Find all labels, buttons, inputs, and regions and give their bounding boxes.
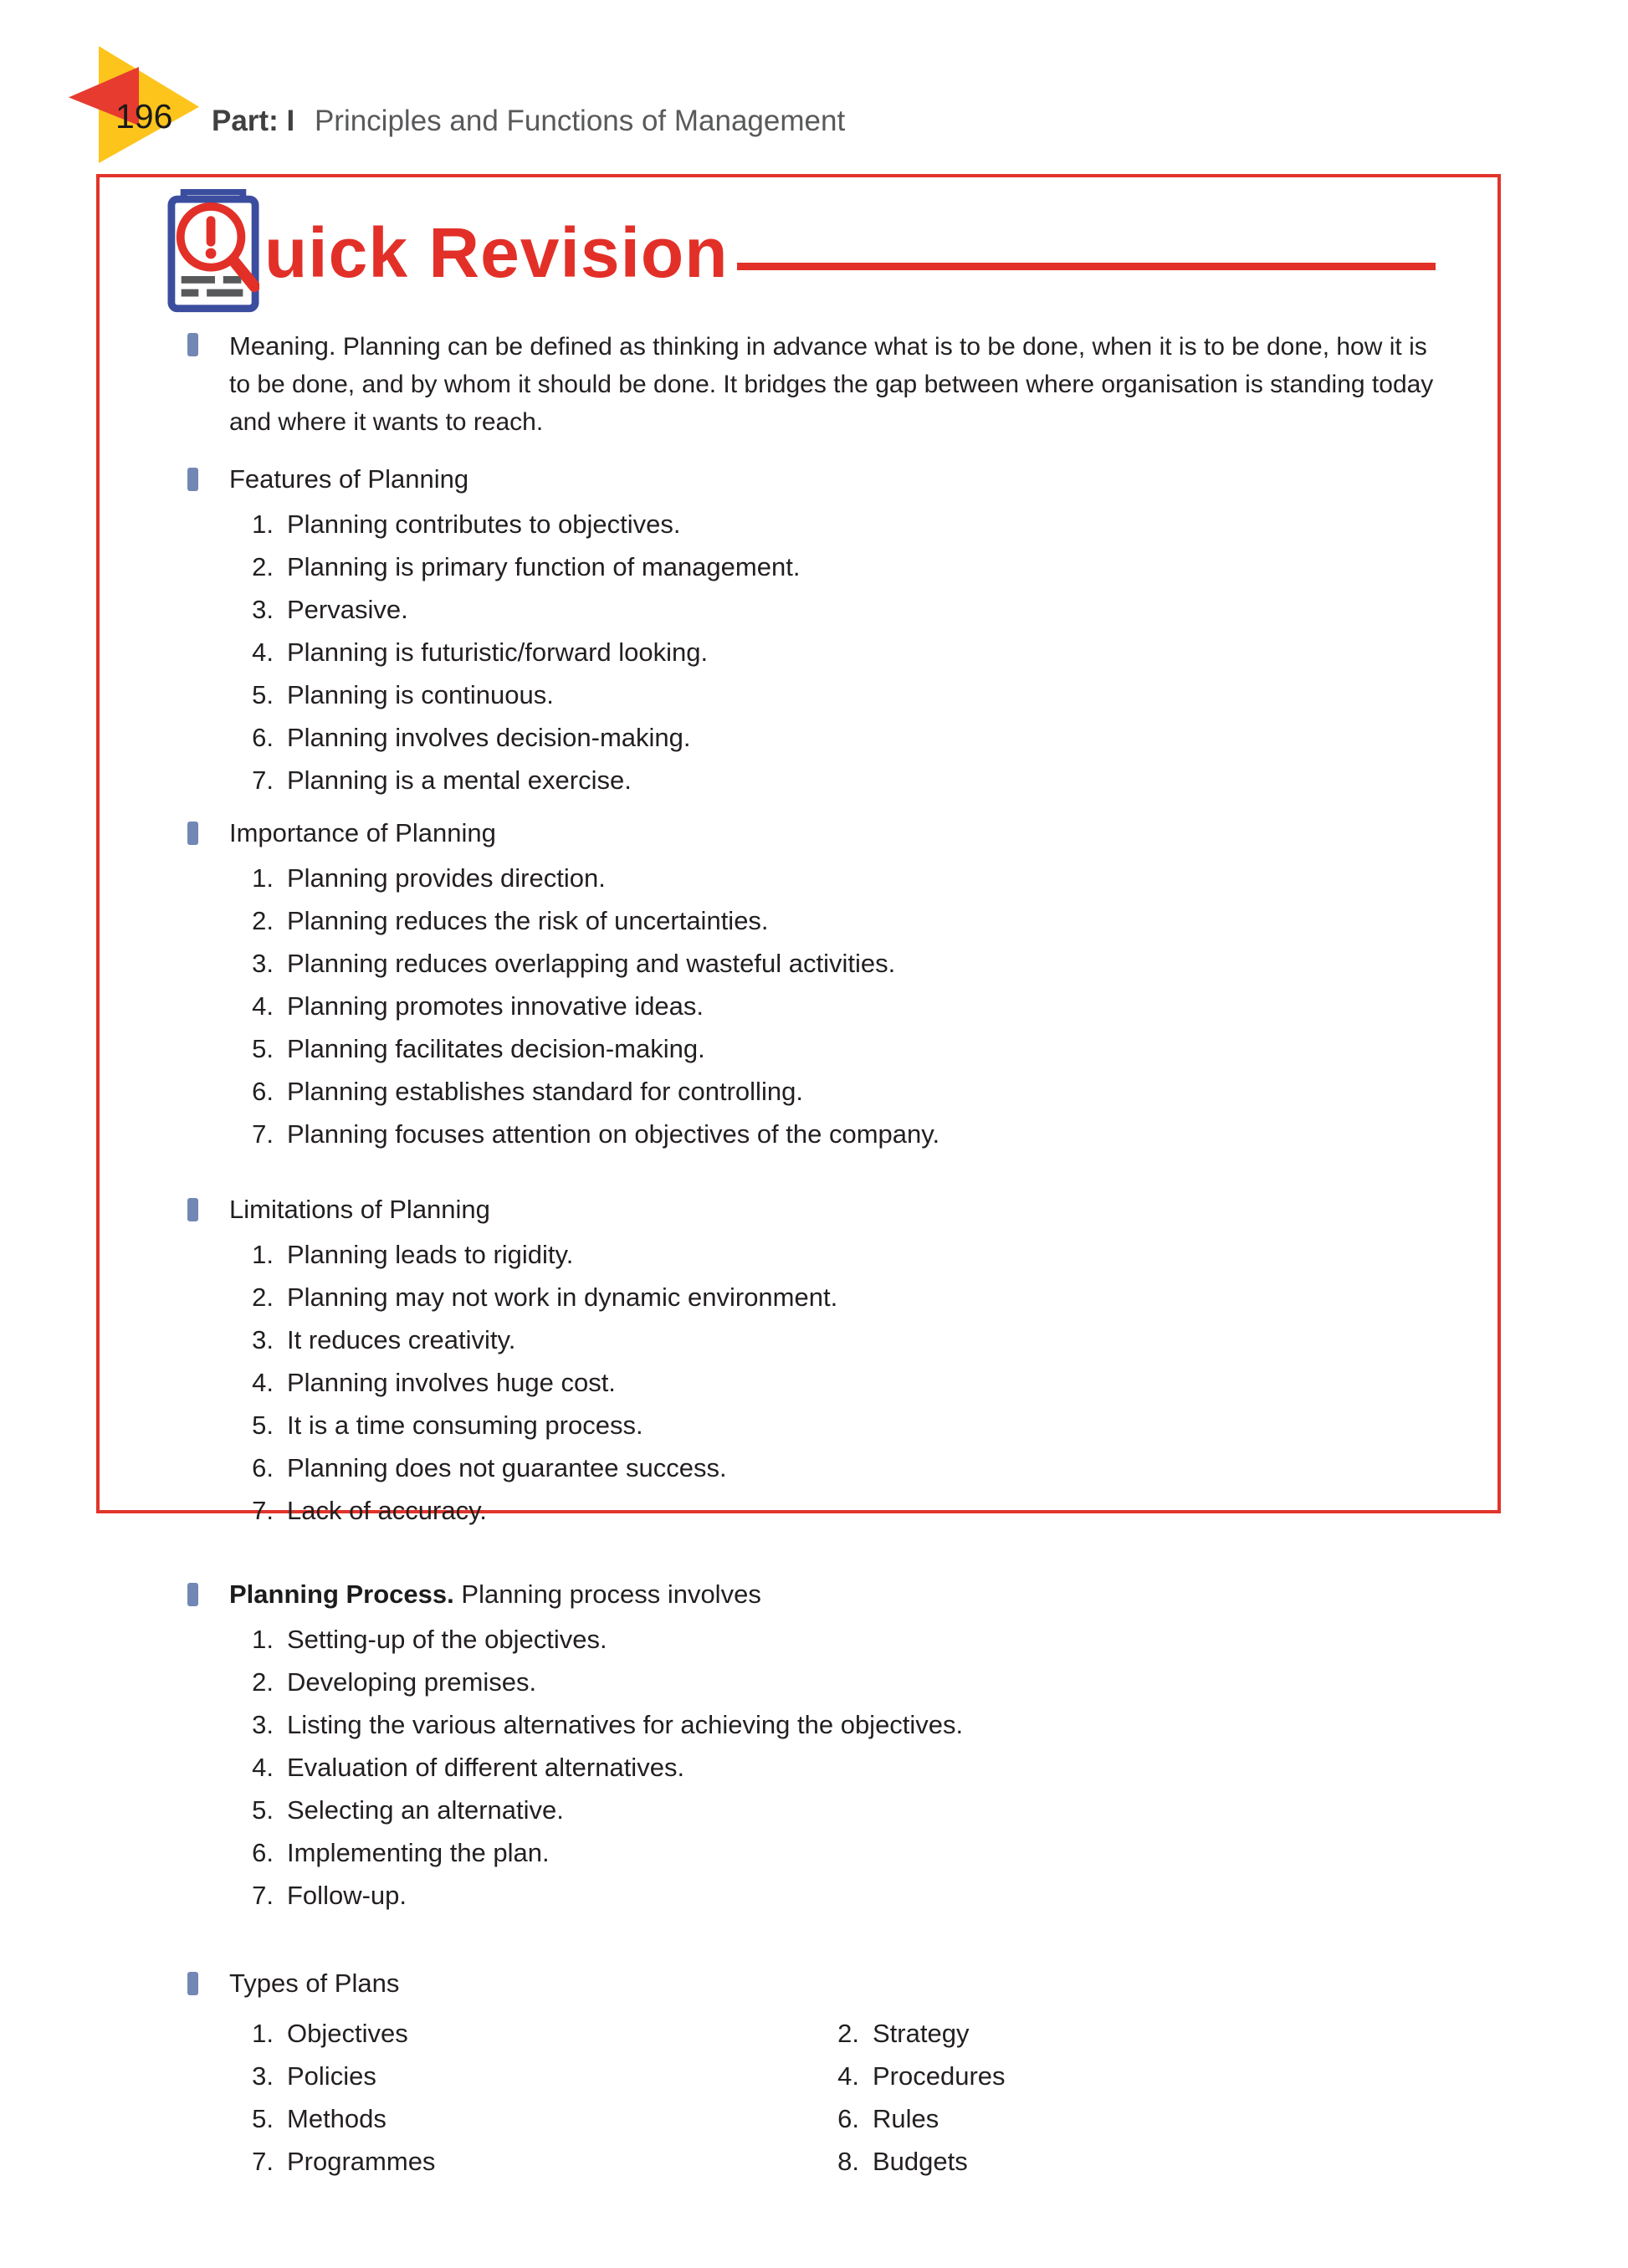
list-item xyxy=(238,1233,1491,1276)
item-text: Planning facilitates decision-making. xyxy=(287,1034,705,1063)
list-item xyxy=(238,2097,824,2140)
item-text: Programmes xyxy=(287,2147,436,2176)
types-list xyxy=(238,2012,1491,2183)
item-text: Methods xyxy=(287,2104,387,2133)
item-number: 6. xyxy=(252,1077,274,1106)
item-number: 4. xyxy=(252,1753,274,1782)
content-column xyxy=(100,177,1491,2183)
item-text: Follow-up. xyxy=(287,1881,407,1910)
list-item xyxy=(238,1746,1491,1789)
list-item xyxy=(824,2055,1491,2097)
limitations-heading: Limitations of Planning xyxy=(229,1195,490,1224)
process-label: Planning Process. xyxy=(229,1579,454,1609)
list-item xyxy=(238,1070,1491,1113)
list-item xyxy=(238,631,1491,673)
process-heading-row xyxy=(187,1578,1491,1611)
item-number: 3. xyxy=(252,1325,274,1354)
item-number: 2. xyxy=(252,906,274,935)
item-number: 3. xyxy=(252,949,274,978)
section-features xyxy=(100,463,1491,801)
list-item xyxy=(238,1789,1491,1831)
item-number: 7. xyxy=(252,765,274,795)
item-number: 8. xyxy=(837,2147,859,2176)
list-item xyxy=(238,2140,824,2183)
item-text: Strategy xyxy=(873,2019,970,2048)
process-list xyxy=(238,1618,1491,1917)
item-number: 5. xyxy=(252,1795,274,1825)
list-item xyxy=(238,1446,1491,1489)
item-number: 7. xyxy=(252,1496,274,1525)
item-number: 6. xyxy=(252,723,274,752)
running-header xyxy=(212,105,845,138)
item-number: 4. xyxy=(252,1368,274,1397)
list-item xyxy=(238,1361,1491,1404)
item-text: Planning leads to rigidity. xyxy=(287,1240,574,1269)
list-item xyxy=(238,759,1491,801)
item-number: 7. xyxy=(252,2147,274,2176)
list-item xyxy=(238,588,1491,631)
item-text: Implementing the plan. xyxy=(287,1838,550,1867)
page-number: 196 xyxy=(115,97,173,136)
section-meaning xyxy=(100,328,1491,441)
item-text: Rules xyxy=(873,2104,939,2133)
item-text: Lack of accuracy. xyxy=(287,1496,487,1525)
list-item xyxy=(238,1027,1491,1070)
section-bullet xyxy=(187,1972,198,1995)
item-number: 2. xyxy=(837,2019,859,2048)
item-number: 1. xyxy=(252,1625,274,1654)
item-number: 1. xyxy=(252,509,274,539)
list-item xyxy=(238,857,1491,899)
item-number: 5. xyxy=(252,680,274,709)
section-importance xyxy=(100,817,1491,1155)
item-text: Planning involves decision-making. xyxy=(287,723,691,752)
item-number: 4. xyxy=(252,637,274,667)
list-item xyxy=(824,2012,1491,2055)
process-lead: Planning process involves xyxy=(461,1579,761,1609)
list-item xyxy=(238,985,1491,1027)
process-heading xyxy=(229,1578,761,1611)
item-number: 3. xyxy=(252,2061,274,2091)
section-bullet xyxy=(187,822,198,845)
item-text: Planning reduces the risk of uncertainties. xyxy=(287,906,769,935)
item-text: Objectives xyxy=(287,2019,408,2048)
item-text: Planning reduces overlapping and wasteful activities. xyxy=(287,949,896,978)
item-text: Planning contributes to objectives. xyxy=(287,509,681,539)
item-text: Planning is futuristic/forward looking. xyxy=(287,637,709,667)
item-text: Planning may not work in dynamic environment. xyxy=(287,1282,838,1312)
section-bullet xyxy=(187,333,198,356)
item-text: Planning provides direction. xyxy=(287,863,606,893)
list-item xyxy=(238,1661,1491,1703)
title-underline xyxy=(737,263,1436,270)
list-item xyxy=(238,899,1491,942)
list-item xyxy=(238,1703,1491,1746)
item-number: 6. xyxy=(252,1838,274,1867)
item-text: Planning establishes standard for controlling. xyxy=(287,1077,803,1106)
item-text: Budgets xyxy=(873,2147,968,2176)
item-number: 4. xyxy=(252,991,274,1021)
list-item xyxy=(238,1318,1491,1361)
section-bullet xyxy=(187,468,198,491)
importance-heading-row xyxy=(187,817,1491,850)
item-text: It reduces creativity. xyxy=(287,1325,516,1354)
document-magnifier-exclamation-icon xyxy=(167,189,259,313)
importance-heading: Importance of Planning xyxy=(229,818,496,847)
item-text: Pervasive. xyxy=(287,595,408,624)
item-number: 4. xyxy=(837,2061,859,2091)
item-number: 5. xyxy=(252,1410,274,1440)
item-number: 2. xyxy=(252,1282,274,1312)
list-item xyxy=(238,942,1491,985)
list-item xyxy=(238,1404,1491,1446)
item-number: 5. xyxy=(252,2104,274,2133)
item-number: 6. xyxy=(837,2104,859,2133)
item-text: Planning is continuous. xyxy=(287,680,554,709)
quick-revision-title: uick Revision xyxy=(264,213,729,292)
list-item xyxy=(238,1831,1491,1874)
meaning-row xyxy=(187,328,1491,441)
types-heading-row xyxy=(187,1967,1491,2000)
item-number: 3. xyxy=(252,1710,274,1739)
item-number: 7. xyxy=(252,1119,274,1149)
item-text: Planning is a mental exercise. xyxy=(287,765,632,795)
item-number: 1. xyxy=(252,1240,274,1269)
part-label: Part: I xyxy=(212,105,295,137)
item-text: Planning involves huge cost. xyxy=(287,1368,616,1397)
list-item xyxy=(238,2055,824,2097)
part-title: Principles and Functions of Management xyxy=(314,105,846,137)
limitations-list xyxy=(238,1233,1491,1532)
types-heading: Types of Plans xyxy=(229,1969,400,1998)
list-item xyxy=(238,1874,1491,1917)
list-item xyxy=(238,1489,1491,1532)
section-bullet xyxy=(187,1583,198,1606)
exclamation-dot xyxy=(206,248,217,259)
list-item xyxy=(238,545,1491,588)
item-text: Setting-up of the objectives. xyxy=(287,1625,607,1654)
item-text: It is a time consuming process. xyxy=(287,1410,643,1440)
importance-list xyxy=(238,857,1491,1155)
meaning-paragraph xyxy=(229,328,1444,441)
item-text: Planning is primary function of management. xyxy=(287,552,801,581)
list-item xyxy=(238,2012,824,2055)
item-number: 7. xyxy=(252,1881,274,1910)
meaning-label: Meaning. xyxy=(229,331,336,361)
list-item xyxy=(238,673,1491,716)
list-item xyxy=(238,1276,1491,1318)
item-number: 1. xyxy=(252,2019,274,2048)
item-number: 1. xyxy=(252,863,274,893)
item-text: Planning does not guarantee success. xyxy=(287,1453,727,1482)
section-bullet xyxy=(187,1198,198,1221)
item-text: Listing the various alternatives for achieving the objectives. xyxy=(287,1710,964,1739)
item-number: 2. xyxy=(252,1667,274,1697)
features-list xyxy=(238,503,1491,801)
section-types xyxy=(100,1967,1491,2183)
item-text: Planning promotes innovative ideas. xyxy=(287,991,704,1021)
item-number: 2. xyxy=(252,552,274,581)
quick-revision-banner xyxy=(100,189,1491,313)
item-text: Policies xyxy=(287,2061,376,2091)
list-item xyxy=(238,1618,1491,1661)
list-item xyxy=(824,2140,1491,2183)
list-item xyxy=(238,503,1491,545)
limitations-heading-row xyxy=(187,1193,1491,1226)
meaning-text: Planning can be defined as thinking in advance what is to be done, when it is to be done, how it is to be done, and by whom it should be done. It bridges the gap between where organisation is standing today and where it wants to reach. xyxy=(229,333,1434,436)
list-item xyxy=(824,2097,1491,2140)
item-text: Procedures xyxy=(873,2061,1006,2091)
item-text: Evaluation of different alternatives. xyxy=(287,1753,685,1782)
item-text: Planning focuses attention on objectives of the company. xyxy=(287,1119,940,1149)
features-heading-row xyxy=(187,463,1491,496)
item-number: 5. xyxy=(252,1034,274,1063)
section-process xyxy=(100,1578,1491,1917)
features-heading: Features of Planning xyxy=(229,464,469,494)
item-number: 6. xyxy=(252,1453,274,1482)
item-text: Developing premises. xyxy=(287,1667,537,1697)
list-item xyxy=(238,716,1491,759)
item-number: 3. xyxy=(252,595,274,624)
item-text: Selecting an alternative. xyxy=(287,1795,564,1825)
section-limitations xyxy=(100,1193,1491,1532)
list-item xyxy=(238,1113,1491,1155)
